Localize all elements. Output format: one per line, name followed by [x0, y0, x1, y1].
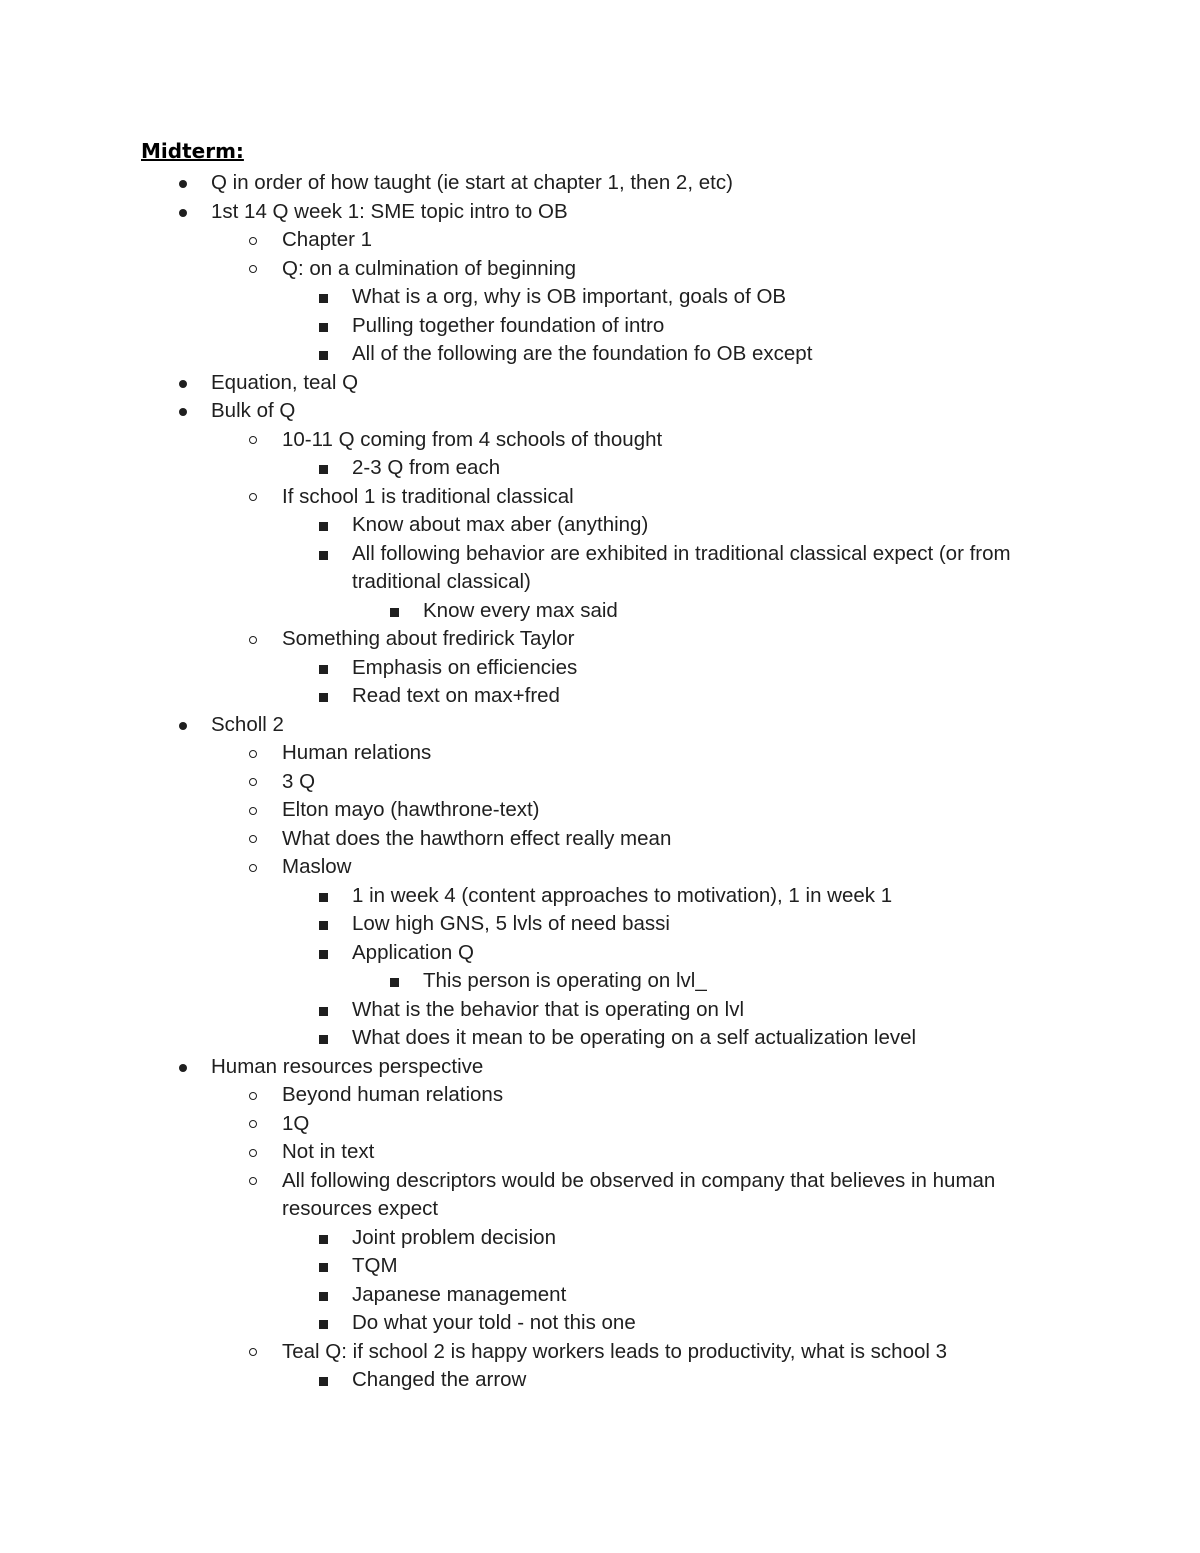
square-bullet-icon [319, 1292, 328, 1301]
list-item [0, 426, 1062, 455]
circle-bullet-icon [249, 778, 257, 786]
list-item-text: All of the following are the foundation fo OB except [352, 342, 813, 365]
list-item [0, 768, 1062, 797]
list-item-text: Beyond human relations [282, 1083, 504, 1106]
list-item-text: Application Q [352, 940, 474, 964]
list-item-text: Human resources perspective [211, 1054, 484, 1078]
circle-bullet-icon [249, 1348, 257, 1356]
list-item-text: Chapter 1 [282, 228, 373, 251]
list-item [0, 540, 1062, 597]
circle-bullet-icon [249, 265, 257, 273]
list-item-text: Japanese management [352, 1282, 567, 1306]
list-item-text: Joint problem decision [352, 1225, 556, 1249]
list-item [0, 340, 1062, 369]
list-item-text: 2-3 Q from each [352, 456, 501, 479]
circle-bullet-icon [249, 237, 257, 245]
square-bullet-icon [390, 978, 399, 987]
list-item-text: Human relations [282, 741, 432, 764]
list-item [0, 397, 1051, 426]
circle-bullet-icon [249, 807, 257, 815]
disc-bullet-icon [179, 722, 187, 730]
circle-bullet-icon [249, 1092, 257, 1100]
list-item [0, 939, 1062, 968]
list-item [0, 882, 1062, 911]
list-item [0, 1024, 1062, 1053]
list-item [0, 169, 1051, 198]
list-item-text: Low high GNS, 5 lvls of need bassi [352, 912, 670, 935]
list-item [0, 1167, 1062, 1224]
circle-bullet-icon [249, 835, 257, 843]
circle-bullet-icon [249, 1177, 257, 1185]
list-item-text: Not in text [282, 1140, 375, 1163]
list-item [0, 996, 1062, 1025]
square-bullet-icon [390, 608, 399, 617]
list-item [0, 312, 1062, 341]
list-item [0, 255, 1062, 284]
list-item [0, 1252, 1062, 1281]
square-bullet-icon [319, 1235, 328, 1244]
square-bullet-icon [319, 1035, 328, 1044]
list-item-text: 1st 14 Q week 1: SME topic intro to OB [211, 199, 568, 223]
list-item [0, 1281, 1062, 1310]
list-item [0, 198, 1051, 227]
bullet-outline [0, 169, 1200, 1395]
disc-bullet-icon [179, 180, 187, 188]
list-item [0, 369, 1051, 398]
list-item [0, 1110, 1062, 1139]
list-item-text: 3 Q [282, 769, 316, 793]
circle-bullet-icon [249, 750, 257, 758]
disc-bullet-icon [179, 380, 187, 388]
list-item [0, 1224, 1062, 1253]
square-bullet-icon [319, 693, 328, 702]
square-bullet-icon [319, 323, 328, 332]
list-item-text: Bulk of Q [211, 399, 296, 422]
list-item-text: Something about fredirick Taylor [282, 627, 575, 650]
list-item-text: What does it mean to be operating on a self actualization level [352, 1026, 917, 1049]
list-item-text: Know every max said [423, 598, 618, 622]
square-bullet-icon [319, 893, 328, 902]
disc-bullet-icon [179, 209, 187, 217]
list-item-text: Pulling together foundation of intro [352, 313, 665, 337]
list-item [0, 226, 1062, 255]
list-item-text: Equation, teal Q [211, 370, 359, 394]
list-item-text: Read text on max+fred [352, 684, 560, 707]
list-item [0, 283, 1062, 312]
square-bullet-icon [319, 522, 328, 531]
square-bullet-icon [319, 921, 328, 930]
list-item [0, 711, 1051, 740]
list-item [0, 625, 1062, 654]
list-item [0, 454, 1062, 483]
list-item [0, 1309, 1062, 1338]
square-bullet-icon [319, 1263, 328, 1272]
document-title: Midterm: [141, 139, 244, 163]
list-item-text: This person is operating on lvl_ [423, 969, 707, 992]
list-item-text: 1 in week 4 (content approaches to motivation), 1 in week 1 [352, 883, 893, 907]
square-bullet-icon [319, 1377, 328, 1386]
list-item-text: All following behavior are exhibited in traditional classical expect (or from traditional classical) [352, 541, 1011, 593]
list-item-text: Maslow [282, 855, 352, 878]
circle-bullet-icon [249, 636, 257, 644]
list-item-text: Do what your told - not this one [352, 1311, 636, 1334]
list-item-text: Scholl 2 [211, 712, 284, 736]
list-item-text: If school 1 is traditional classical [282, 484, 574, 508]
square-bullet-icon [319, 950, 328, 959]
list-item-text: What is a org, why is OB important, goals of OB [352, 285, 787, 308]
list-item-text: Elton mayo (hawthrone-text) [282, 798, 540, 821]
circle-bullet-icon [249, 1149, 257, 1157]
list-item [0, 597, 1063, 626]
list-item-text: All following descriptors would be observed in company that believes in human resources expect [282, 1168, 996, 1220]
circle-bullet-icon [249, 1120, 257, 1128]
list-item-text: What does the hawthorn effect really mean [282, 826, 672, 850]
list-item-text: Q: on a culmination of beginning [282, 256, 577, 280]
list-item [0, 853, 1062, 882]
list-item-text: What is the behavior that is operating on lvl [352, 997, 744, 1021]
circle-bullet-icon [249, 436, 257, 444]
disc-bullet-icon [179, 408, 187, 416]
list-item-text: Changed the arrow [352, 1368, 527, 1391]
list-item [0, 654, 1062, 683]
list-item [0, 511, 1062, 540]
square-bullet-icon [319, 351, 328, 360]
square-bullet-icon [319, 1007, 328, 1016]
list-item [0, 739, 1062, 768]
square-bullet-icon [319, 665, 328, 674]
list-item [0, 1138, 1062, 1167]
list-item-text: 1Q [282, 1111, 310, 1135]
disc-bullet-icon [179, 1064, 187, 1072]
list-item [0, 1366, 1062, 1395]
square-bullet-icon [319, 551, 328, 560]
circle-bullet-icon [249, 493, 257, 501]
list-item-text: Emphasis on efficiencies [352, 655, 578, 679]
list-item-text: TQM [352, 1254, 398, 1277]
list-item [0, 796, 1062, 825]
list-item [0, 1338, 1062, 1367]
list-item-text: Q in order of how taught (ie start at chapter 1, then 2, etc) [211, 171, 733, 194]
list-item-text: Teal Q: if school 2 is happy workers leads to productivity, what is school 3 [282, 1339, 948, 1363]
circle-bullet-icon [249, 864, 257, 872]
square-bullet-icon [319, 465, 328, 474]
list-item-text: Know about max aber (anything) [352, 513, 649, 536]
list-item [0, 910, 1062, 939]
list-item [0, 483, 1062, 512]
list-item [0, 967, 1063, 996]
list-item [0, 1081, 1062, 1110]
list-item-text: 10-11 Q coming from 4 schools of thought [282, 427, 663, 451]
list-item [0, 682, 1062, 711]
list-item [0, 825, 1062, 854]
square-bullet-icon [319, 1320, 328, 1329]
square-bullet-icon [319, 294, 328, 303]
list-item [0, 1053, 1051, 1082]
